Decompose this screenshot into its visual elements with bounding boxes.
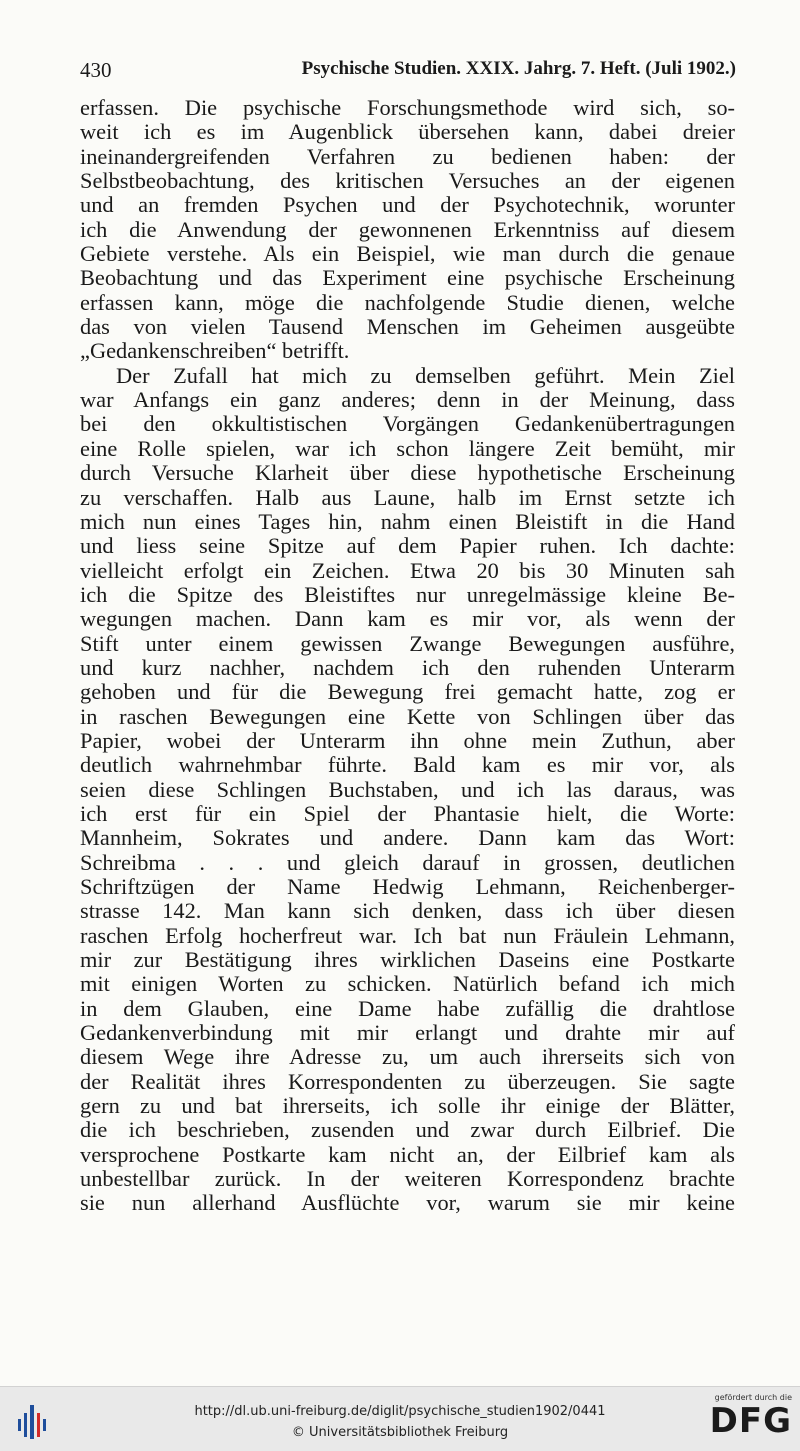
text-line: mich nun eines Tages hin, nahm einen Bleistift in die Hand [80, 508, 735, 534]
text-line: vielleicht erfolgt ein Zeichen. Etwa 20 bis 30 Minuten sah [80, 557, 735, 583]
body-text [80, 96, 735, 1216]
text-line: mir zur Bestätigung ihres wirklichen Daseins eine Postkarte [80, 947, 735, 973]
text-line: raschen Erfolg hocherfreut war. Ich bat nun Fräulein Lehmann, [80, 922, 735, 948]
text-line: in dem Glauben, eine Dame habe zufällig die drahtlose [80, 995, 735, 1021]
text-line: ich die Spitze des Bleistiftes nur unregelmässige kleine Be- [80, 581, 735, 607]
text-line: ich erst für ein Spiel der Phantasie hielt, die Worte: [80, 800, 735, 826]
text-line: deutlich wahrnehmbar führte. Bald kam es mir vor, als [80, 752, 735, 778]
text-line: und liess seine Spitze auf dem Papier ruhen. Ich dachte: [80, 533, 735, 559]
text-line: versprochene Postkarte kam nicht an, der Eilbrief kam als [80, 1141, 735, 1167]
text-line: strasse 142. Man kann sich denken, dass ich über diesen [80, 898, 735, 924]
copyright-notice: © Universitätsbibliothek Freiburg [291, 1425, 509, 1440]
text-line: Der Zufall hat mich zu demselben geführt. Mein Ziel [116, 362, 735, 388]
text-line: Mannheim, Sokrates und andere. Dann kam das Wort: [80, 825, 735, 851]
text-line: Gebiete verstehe. Als ein Beispiel, wie man durch die genaue [80, 241, 735, 267]
text-line: gern zu und bat ihrerseits, ich solle ihr einige der Blätter, [80, 1093, 735, 1119]
text-line: ineinandergreifenden Verfahren zu bedienen haben: der [80, 143, 735, 169]
text-line: Beobachtung und das Experiment eine psychische Erscheinung [80, 265, 735, 291]
text-line: diesem Wege ihre Adresse zu, um auch ihrerseits sich von [80, 1044, 735, 1070]
text-line: gehoben und für die Bewegung frei gemacht hatte, zog er [80, 679, 735, 705]
text-line: „Gedankenschreiben“ betrifft. [80, 338, 350, 364]
dfg-logo [706, 1393, 792, 1447]
dfg-logo-text: DFG [709, 1401, 792, 1441]
document-url[interactable]: http://dl.ub.uni-freiburg.de/diglit/psychische_studien1902/0441 [194, 1404, 606, 1419]
text-line: sie nun allerhand Ausflüchte vor, warum sie mir keine [80, 1190, 735, 1216]
text-line: Gedankenverbindung mit mir erlangt und drahte mir auf [80, 1020, 735, 1046]
text-line: erfassen. Die psychische Forschungsmethode wird sich, so- [80, 95, 735, 120]
text-line: erfassen kann, möge die nachfolgende Studie dienen, welche [80, 289, 735, 315]
text-line: seien diese Schlingen Buchstaben, und ich las daraus, was [80, 776, 735, 802]
viewer-footer [0, 1386, 800, 1451]
text-line: ich die Anwendung der gewonnenen Erkenntniss auf diesem [80, 216, 735, 242]
text-line: wegungen machen. Dann kam es mir vor, als wenn der [80, 606, 735, 632]
text-line: bei den okkultistischen Vorgängen Gedankenübertragungen [80, 411, 735, 437]
running-header [80, 58, 736, 83]
text-line: die ich beschrieben, zusenden und zwar durch Eilbrief. Die [80, 1117, 735, 1143]
text-line: Schreibma . . . und gleich darauf in grossen, deutlichen [80, 849, 735, 875]
text-line: Schriftzügen der Name Hedwig Lehmann, Reichenberger- [80, 874, 735, 899]
text-line: Selbstbeobachtung, des kritischen Versuches an der eigenen [80, 168, 735, 194]
text-line: der Realität ihres Korrespondenten zu überzeugen. Sie sagte [80, 1068, 735, 1094]
text-line: das von vielen Tausend Menschen im Geheimen ausgeübte [80, 314, 735, 340]
running-title: Psychische Studien. XXIX. Jahrg. 7. Heft. (Juli 1902.) [301, 58, 736, 79]
text-line: weit ich es im Augenblick übersehen kann, dabei dreier [80, 119, 735, 145]
text-line: eine Rolle spielen, war ich schon längere Zeit bemüht, mir [80, 435, 735, 461]
text-line: und kurz nachher, nachdem ich den ruhenden Unterarm [80, 654, 735, 680]
text-line: unbestellbar zurück. In der weiteren Korrespondenz brachte [80, 1166, 735, 1192]
page-number: 430 [80, 58, 112, 82]
text-line: zu verschaffen. Halb aus Laune, halb im Ernst setzte ich [80, 484, 735, 510]
text-line: mit einigen Worten zu schicken. Natürlich befand ich mich [80, 971, 735, 997]
text-line: Papier, wobei der Unterarm ihn ohne mein Zuthun, aber [80, 727, 735, 753]
text-line: durch Versuche Klarheit über diese hypothetische Erscheinung [80, 460, 735, 486]
text-line: und an fremden Psychen und der Psychotechnik, worunter [80, 192, 735, 218]
text-line: Stift unter einem gewissen Zwange Bewegungen ausführe, [80, 630, 735, 656]
text-line: war Anfangs ein ganz anderes; denn in der Meinung, dass [80, 387, 735, 413]
dfg-tagline: gefördert durch die [714, 1393, 792, 1402]
text-line: in raschen Bewegungen eine Kette von Schlingen über das [80, 703, 735, 729]
